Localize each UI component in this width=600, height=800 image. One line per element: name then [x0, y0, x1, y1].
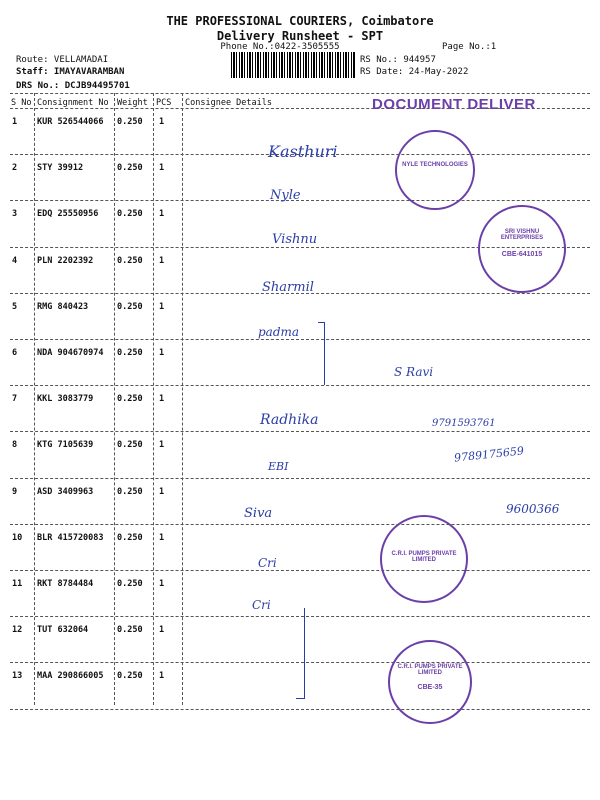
weight-cell: 0.250 [117, 255, 143, 266]
row-divider [10, 524, 590, 525]
weight-cell: 0.250 [117, 301, 143, 312]
crl-stamp-2-text: C.R.I. PUMPS PRIVATE LIMITED [397, 664, 463, 676]
consignment-cell: ASD 3409963 [37, 486, 94, 497]
col-header-consignee: Consignee Details [185, 98, 272, 108]
consignment-cell: STY 39912 [37, 163, 84, 174]
row-divider [10, 570, 590, 571]
consignment-cell: TUT 632064 [37, 625, 89, 636]
sno-cell: 9 [12, 486, 18, 497]
phone-row-8: 9789175659 [453, 444, 525, 465]
consignment-cell: BLR 415720083 [37, 532, 104, 543]
weight-cell: 0.250 [117, 532, 143, 543]
pcs-cell: 1 [159, 532, 165, 543]
signature-row-1: Kasthuri [268, 142, 338, 161]
consignment-cell: PLN 2202392 [37, 255, 94, 266]
weight-cell: 0.250 [117, 440, 143, 451]
signature-row-11: Cri [252, 598, 271, 612]
phone-number: Phone No.:0422-3505555 [220, 42, 340, 52]
sno-cell: 13 [12, 671, 23, 682]
company-title: THE PROFESSIONAL COURIERS, Coimbatore [166, 14, 434, 28]
document-deliver-stamp: DOCUMENT DELIVER [372, 96, 536, 113]
phone-row-9: 9600366 [506, 502, 560, 516]
drs-number: DRS No.: DCJB94495701 [16, 81, 130, 91]
weight-cell: 0.250 [117, 117, 143, 127]
pcs-cell: 1 [159, 209, 165, 220]
consignment-cell: EDQ 25550956 [37, 209, 99, 220]
route: Route: VELLAMADAI [16, 55, 109, 65]
pcs-cell: 1 [159, 579, 165, 589]
sno-cell: 2 [12, 163, 18, 174]
pcs-cell: 1 [159, 301, 165, 312]
consignment-cell: RMG 840423 [37, 301, 89, 312]
rs-number: RS No.: 944957 [360, 55, 436, 65]
nyle-stamp-text: NYLE TECHNOLOGIES [402, 162, 468, 168]
pcs-cell: 1 [159, 440, 165, 451]
weight-cell: 0.250 [117, 625, 143, 636]
weight-cell: 0.250 [117, 486, 143, 497]
pen-stroke [296, 608, 305, 699]
consignment-cell: MAA 290866005 [37, 671, 104, 682]
vishnu-stamp-text: SRI VISHNU ENTERPRISES [500, 229, 544, 241]
col-header-pcs: PCS [156, 98, 172, 108]
signature-row-4: Sharmil [262, 280, 314, 295]
sno-cell: 7 [12, 394, 18, 405]
crl-stamp-1 [380, 515, 468, 603]
sno-cell: 10 [12, 532, 23, 543]
signature-row-5: padma [258, 325, 300, 339]
pcs-cell: 1 [159, 163, 165, 174]
col-header-sno: S No [11, 98, 32, 108]
weight-cell: 0.250 [117, 394, 143, 405]
signature-row-10: Cri [258, 556, 277, 570]
consignment-cell: KUR 526544066 [37, 117, 104, 127]
phone-row-7: 9791593761 [432, 418, 496, 429]
vishnu-stamp-city: CBE-641015 [501, 251, 543, 258]
pcs-cell: 1 [159, 348, 165, 358]
crl-stamp-1-text: C.R.I. PUMPS PRIVATE LIMITED [391, 551, 457, 563]
signature-row-9: Siva [244, 506, 273, 521]
vishnu-stamp [478, 205, 566, 293]
pcs-cell: 1 [159, 394, 165, 405]
pcs-cell: 1 [159, 117, 165, 127]
crl-stamp-2 [388, 640, 472, 724]
sno-cell: 12 [12, 625, 23, 636]
weight-cell: 0.250 [117, 209, 143, 220]
sno-cell: 1 [12, 117, 18, 127]
sno-cell: 5 [12, 301, 18, 312]
rs-date: RS Date: 24-May-2022 [360, 67, 469, 77]
weight-cell: 0.250 [117, 671, 143, 682]
consignment-cell: RKT 8784484 [37, 579, 94, 589]
sno-cell: 8 [12, 440, 18, 451]
pen-stroke [318, 322, 325, 385]
col-header-consignment: Consignment No [37, 98, 109, 108]
sno-cell: 4 [12, 255, 18, 266]
weight-cell: 0.250 [117, 348, 143, 358]
signature-row-3: Vishnu [272, 232, 318, 247]
pcs-cell: 1 [159, 255, 165, 266]
crl-stamp-2-city: CBE-35 [417, 684, 443, 691]
consignment-cell: NDA 904670974 [37, 348, 104, 358]
barcode [231, 52, 355, 78]
pcs-cell: 1 [159, 486, 165, 497]
signature-row-8: EBI [268, 460, 289, 473]
consignment-cell: KTG 7105639 [37, 440, 94, 451]
sno-cell: 3 [12, 209, 18, 220]
weight-cell: 0.250 [117, 579, 143, 589]
nyle-stamp [395, 130, 475, 210]
staff: Staff: IMAYAVARAMBAN [16, 67, 125, 77]
row-divider [10, 339, 590, 340]
col-header-weight: Weight [117, 98, 148, 108]
signature-row-7: Radhika [260, 412, 319, 428]
row-divider [10, 431, 590, 432]
pcs-cell: 1 [159, 625, 165, 636]
row-divider [10, 709, 590, 710]
weight-cell: 0.250 [117, 163, 143, 174]
row-divider [10, 478, 590, 479]
row-divider [10, 385, 590, 386]
sno-cell: 6 [12, 348, 18, 358]
consignment-cell: KKL 3083779 [37, 394, 94, 405]
pcs-cell: 1 [159, 671, 165, 682]
page-number: Page No.:1 [442, 42, 497, 52]
signature-row-2: Nyle [270, 188, 301, 203]
sno-cell: 11 [12, 579, 23, 589]
runsheet-title: Delivery Runsheet - SPT [216, 29, 384, 43]
signature-row-6: S Ravi [394, 365, 434, 379]
